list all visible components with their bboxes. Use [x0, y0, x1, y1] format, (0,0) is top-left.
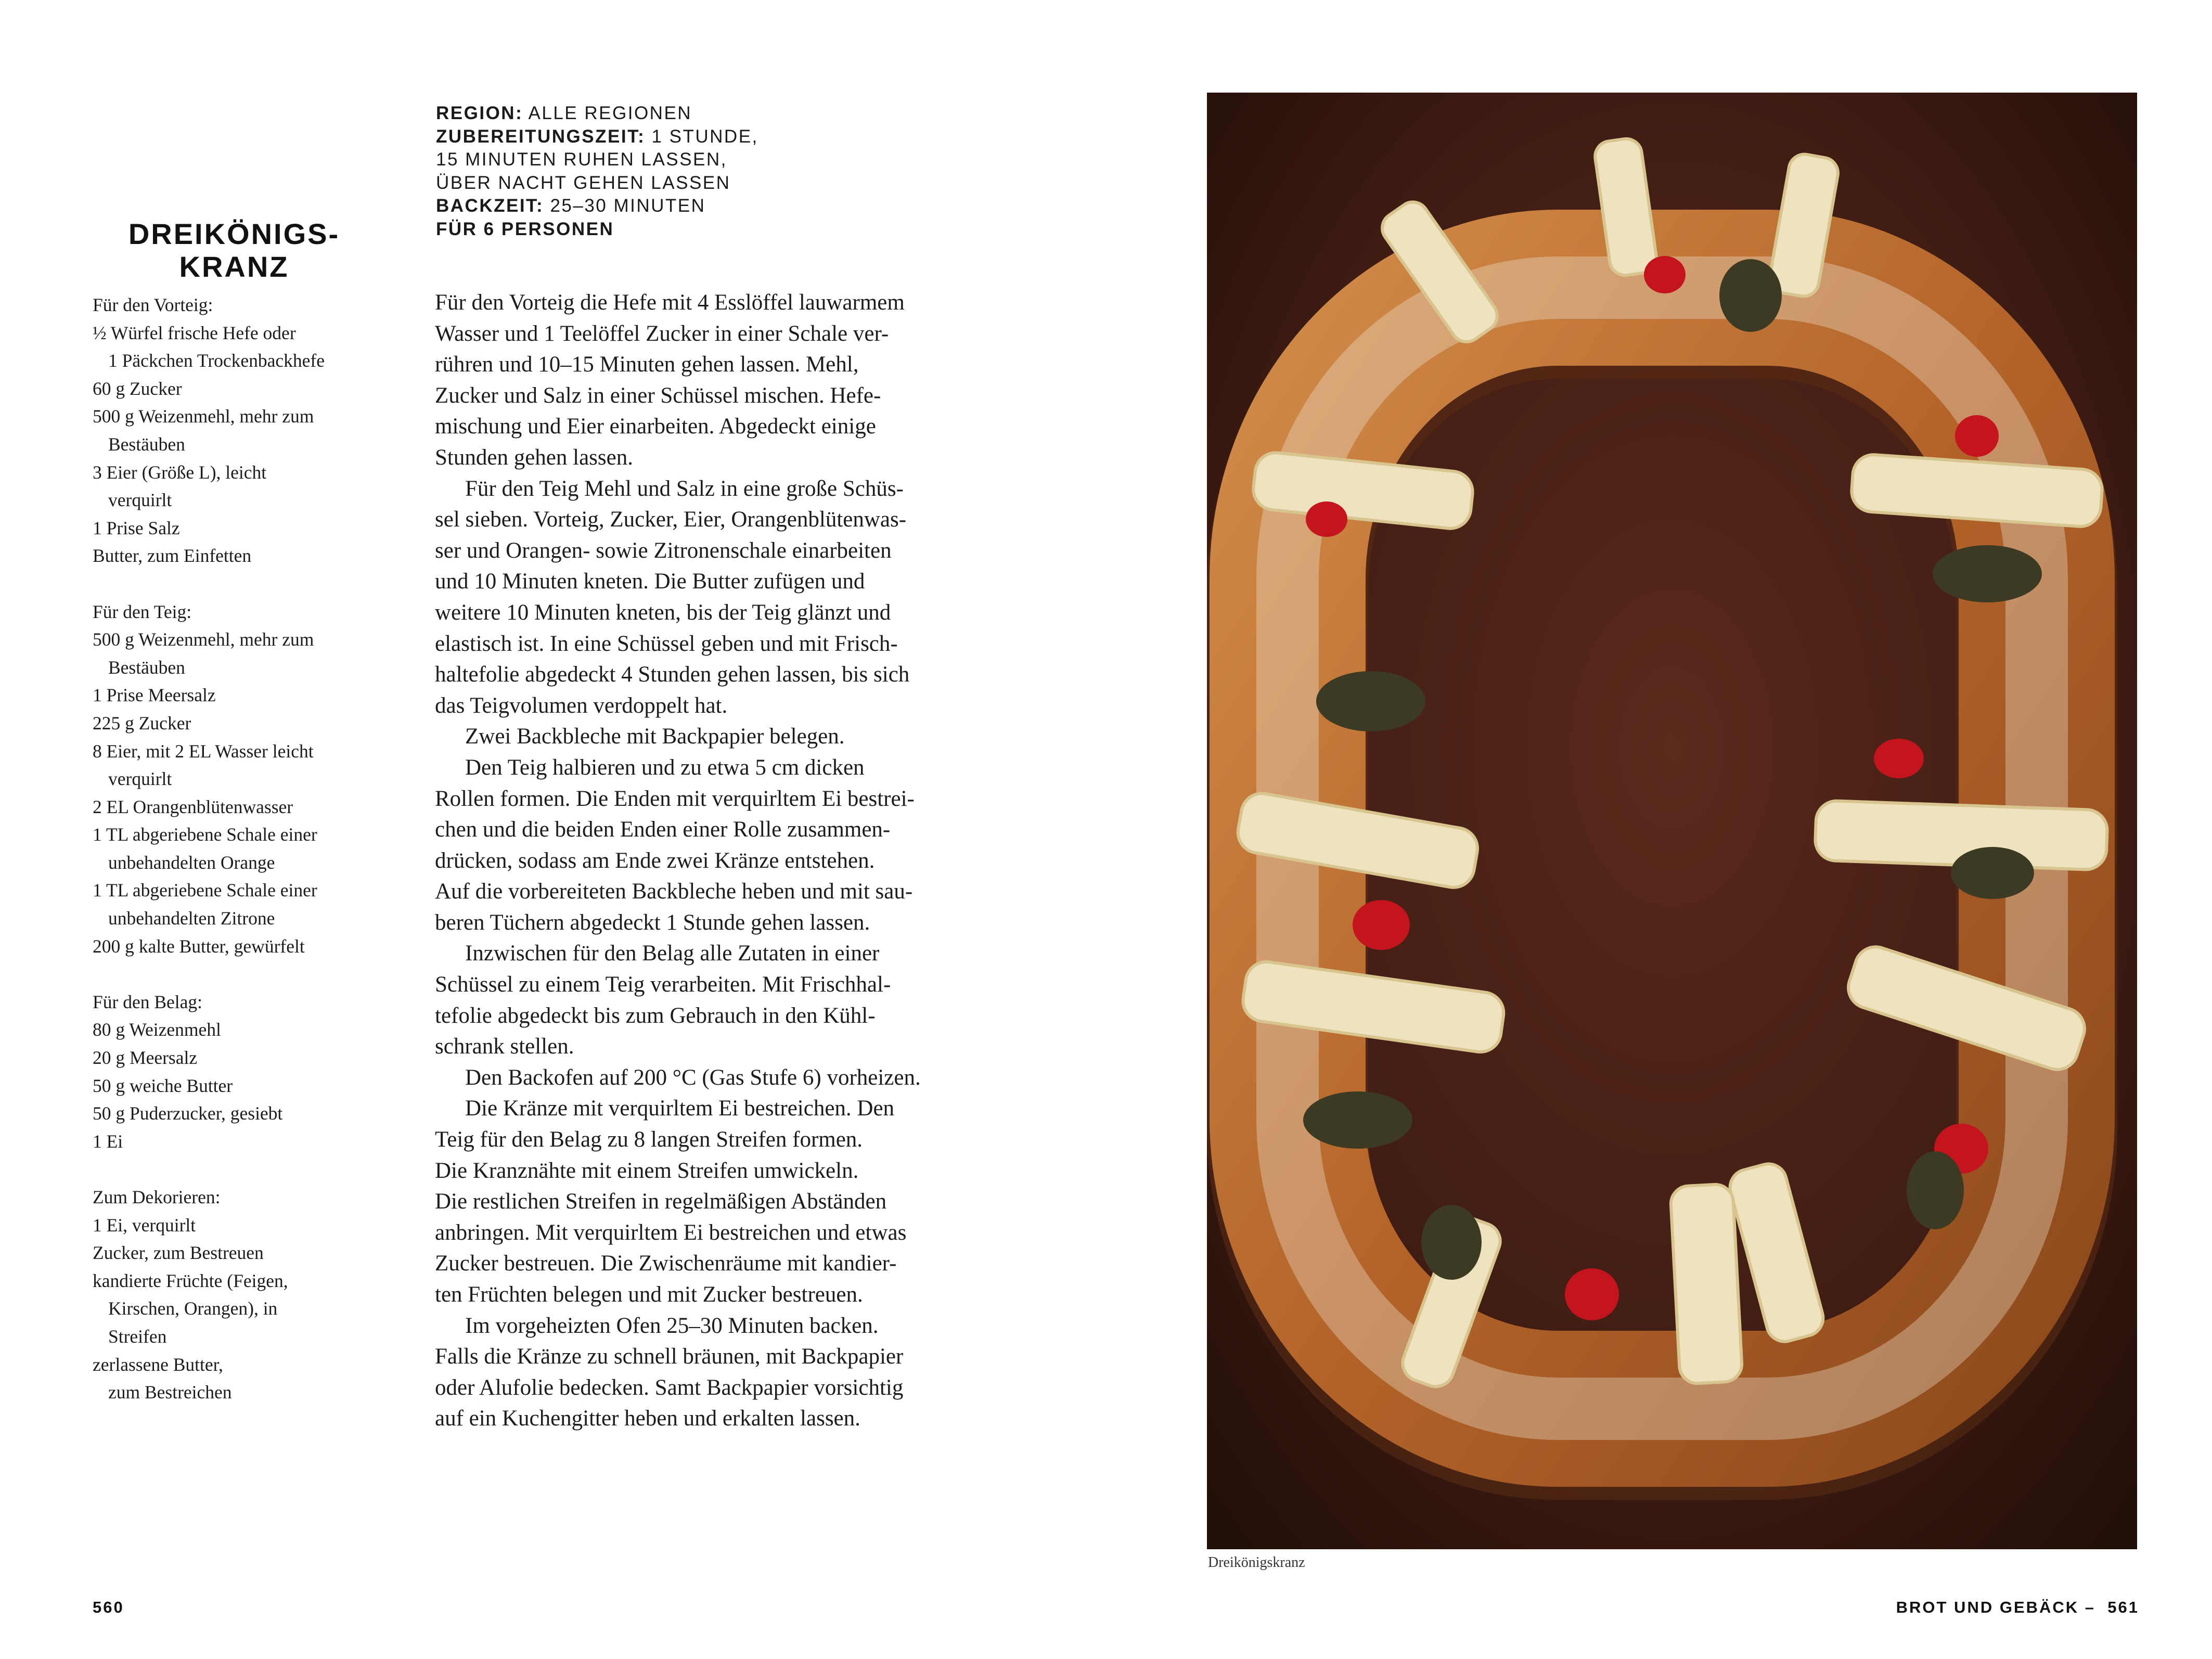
- page-number-left: 560: [93, 1598, 124, 1616]
- ingredient-line: verquirlt: [108, 490, 172, 511]
- ingredient-line: unbehandelten Zitrone: [108, 908, 275, 929]
- ingredient-group-heading: Für den Belag:: [93, 991, 202, 1012]
- method-line: schrank stellen.: [435, 1034, 574, 1059]
- method-line: Wasser und 1 Teelöffel Zucker in einer Schale ver-: [435, 321, 889, 346]
- method-line: elastisch ist. In eine Schüssel geben und mit Frisch-: [435, 631, 898, 656]
- meta-rise-time: [436, 172, 800, 195]
- method-line: Zwei Backbleche mit Backpapier belegen.: [465, 724, 845, 749]
- meta-bake-time: [436, 195, 800, 218]
- meta-label: FÜR 6 PERSONEN: [436, 218, 614, 239]
- ingredient-line: Bestäuben: [108, 433, 185, 455]
- ingredient-line: Zucker, zum Bestreuen: [93, 1242, 264, 1264]
- recipe-title: [78, 217, 390, 283]
- ingredient-line: zerlassene Butter,: [93, 1354, 223, 1375]
- method-line: Die restlichen Streifen in regelmäßigen Abständen: [435, 1189, 887, 1214]
- page-number-right: 561: [2107, 1598, 2139, 1616]
- meta-region: [436, 102, 800, 125]
- recipe-photo: [1207, 93, 2137, 1549]
- ingredient-line: zum Bestreichen: [108, 1382, 232, 1403]
- ingredient-line: verquirlt: [108, 768, 172, 790]
- title-line-1: DREIKÖNIGS-: [128, 217, 340, 250]
- ingredient-group-heading: Zum Dekorieren:: [93, 1187, 221, 1207]
- meta-rest-time: [436, 148, 800, 172]
- ingredient-group-heading: Für den Teig:: [93, 601, 192, 622]
- meta-value: 25–30 MINUTEN: [544, 196, 706, 216]
- method-line: Für den Teig Mehl und Salz in eine große Schüs-: [465, 476, 904, 501]
- method-line: ten Früchten belegen und mit Zucker bestreuen.: [435, 1282, 863, 1307]
- meta-label: REGION:: [436, 103, 523, 123]
- meta-value: 1 STUNDE,: [645, 126, 758, 147]
- ingredient-line: 1 Ei: [93, 1130, 123, 1152]
- meta-servings: [436, 218, 800, 241]
- ingredient-line: 200 g kalte Butter, gewürfelt: [93, 935, 305, 957]
- ingredient-line: 3 Eier (Größe L), leicht: [93, 461, 267, 483]
- ingredient-line: 8 Eier, mit 2 EL Wasser leicht: [93, 740, 314, 762]
- rosca-de-reyes-image: [1207, 93, 2137, 1549]
- ingredient-line: 500 g Weizenmehl, mehr zum: [93, 629, 314, 650]
- ingredients-list: [93, 291, 384, 1407]
- ingredient-group-spacer: [93, 960, 384, 988]
- method-line: Den Backofen auf 200 °C (Gas Stufe 6) vorheizen.: [465, 1065, 921, 1090]
- method-line: Teig für den Belag zu 8 langen Streifen formen.: [435, 1127, 863, 1152]
- method-line: Für den Vorteig die Hefe mit 4 Esslöffel lauwarmem: [435, 290, 905, 315]
- ingredient-line: 1 TL abgeriebene Schale einer: [93, 880, 317, 901]
- meta-prep-time: [436, 125, 800, 149]
- meta-value: ÜBER NACHT GEHEN LASSEN: [436, 172, 731, 193]
- ingredient-line: 1 Prise Meersalz: [93, 685, 216, 706]
- method-line: ser und Orangen- sowie Zitronenschale einarbeiten: [435, 538, 892, 563]
- method-line: Zucker bestreuen. Die Zwischenräume mit kandier-: [435, 1251, 897, 1276]
- method-line: mischung und Eier einarbeiten. Abgedeckt einige: [435, 414, 876, 439]
- method-line: Auf die vorbereiteten Backbleche heben und mit sau-: [435, 879, 913, 904]
- method-line: anbringen. Mit verquirltem Ei bestreichen und etwas: [435, 1220, 907, 1245]
- ingredient-line: Streifen: [108, 1326, 167, 1347]
- method-line: sel sieben. Vorteig, Zucker, Eier, Orangenblütenwas-: [435, 507, 907, 532]
- section-title: BROT UND GEBÄCK –: [1896, 1598, 2096, 1616]
- method-line: weitere 10 Minuten kneten, bis der Teig glänzt und: [435, 600, 891, 625]
- ingredient-line: 60 g Zucker: [93, 378, 182, 399]
- method-line: Im vorgeheizten Ofen 25–30 Minuten backen.: [465, 1313, 879, 1338]
- ingredient-line: 1 Ei, verquirlt: [93, 1214, 196, 1236]
- method-line: beren Tüchern abgedeckt 1 Stunde gehen lassen.: [435, 910, 870, 935]
- ingredient-group-spacer: [93, 1155, 384, 1184]
- method-line: Stunden gehen lassen.: [435, 445, 633, 470]
- meta-value: 15 MINUTEN RUHEN LASSEN,: [436, 149, 727, 170]
- photo-caption: Dreikönigskranz: [1208, 1554, 1305, 1571]
- recipe-meta: [436, 102, 800, 241]
- ingredient-line: Butter, zum Einfetten: [93, 545, 252, 567]
- meta-label: ZUBEREITUNGSZEIT:: [436, 126, 646, 147]
- ingredient-line: Kirschen, Orangen), in: [108, 1298, 278, 1319]
- method-line: Rollen formen. Die Enden mit verquirltem Ei bestrei-: [435, 786, 915, 811]
- ingredient-line: 1 Prise Salz: [93, 517, 180, 538]
- ingredient-line: 225 g Zucker: [93, 712, 191, 734]
- ingredient-group-heading: Für den Vorteig:: [93, 294, 213, 315]
- method-line: und 10 Minuten kneten. Die Butter zufügen und: [435, 569, 865, 594]
- ingredient-line: 500 g Weizenmehl, mehr zum: [93, 406, 314, 427]
- ingredient-line: 50 g Puderzucker, gesiebt: [93, 1103, 283, 1124]
- method-line: drücken, sodass am Ende zwei Kränze entstehen.: [435, 848, 875, 873]
- running-footer-right: [1896, 1598, 2139, 1617]
- ingredient-line: 80 g Weizenmehl: [93, 1019, 221, 1040]
- title-line-2: KRANZ: [179, 250, 289, 283]
- method-line: Inzwischen für den Belag alle Zutaten in einer: [465, 941, 880, 966]
- ingredient-line: 1 TL abgeriebene Schale einer: [93, 824, 317, 845]
- ingredient-line: 2 EL Orangenblütenwasser: [93, 796, 293, 817]
- ingredient-line: 50 g weiche Butter: [93, 1075, 233, 1096]
- method-line: haltefolie abgedeckt 4 Stunden gehen lassen, bis sich: [435, 662, 910, 687]
- ingredient-line: 1 Päckchen Trockenbackhefe: [108, 350, 325, 371]
- method-line: das Teigvolumen verdoppelt hat.: [435, 693, 728, 718]
- ingredient-line: Bestäuben: [108, 657, 185, 678]
- method-line: tefolie abgedeckt bis zum Gebrauch in den Kühl-: [435, 1003, 876, 1028]
- ingredient-line: unbehandelten Orange: [108, 852, 275, 873]
- ingredient-line: ½ Würfel frische Hefe oder: [93, 322, 296, 343]
- method-line: oder Alufolie bedecken. Samt Backpapier vorsichtig: [435, 1375, 904, 1400]
- method-line: Schüssel zu einem Teig verarbeiten. Mit Frischhal-: [435, 972, 891, 997]
- method-line: Die Kränze mit verquirltem Ei bestreichen. Den: [465, 1096, 895, 1121]
- method-line: Zucker und Salz in einer Schüssel mischen. Hefe-: [435, 383, 881, 408]
- method-line: Die Kranznähte mit einem Streifen umwickeln.: [435, 1158, 859, 1183]
- ingredient-line: kandierte Früchte (Feigen,: [93, 1270, 288, 1291]
- meta-value: ALLE REGIONEN: [523, 103, 692, 123]
- method-text: [435, 287, 997, 1434]
- method-line: Den Teig halbieren und zu etwa 5 cm dicken: [465, 755, 865, 780]
- method-line: chen und die beiden Enden einer Rolle zusammen-: [435, 817, 891, 842]
- ingredient-group-spacer: [93, 570, 384, 598]
- method-line: auf ein Kuchengitter heben und erkalten lassen.: [435, 1406, 860, 1431]
- ingredient-line: 20 g Meersalz: [93, 1047, 198, 1069]
- method-line: rühren und 10–15 Minuten gehen lassen. Mehl,: [435, 352, 859, 377]
- method-line: Falls die Kränze zu schnell bräunen, mit Backpapier: [435, 1344, 904, 1369]
- meta-label: BACKZEIT:: [436, 196, 544, 216]
